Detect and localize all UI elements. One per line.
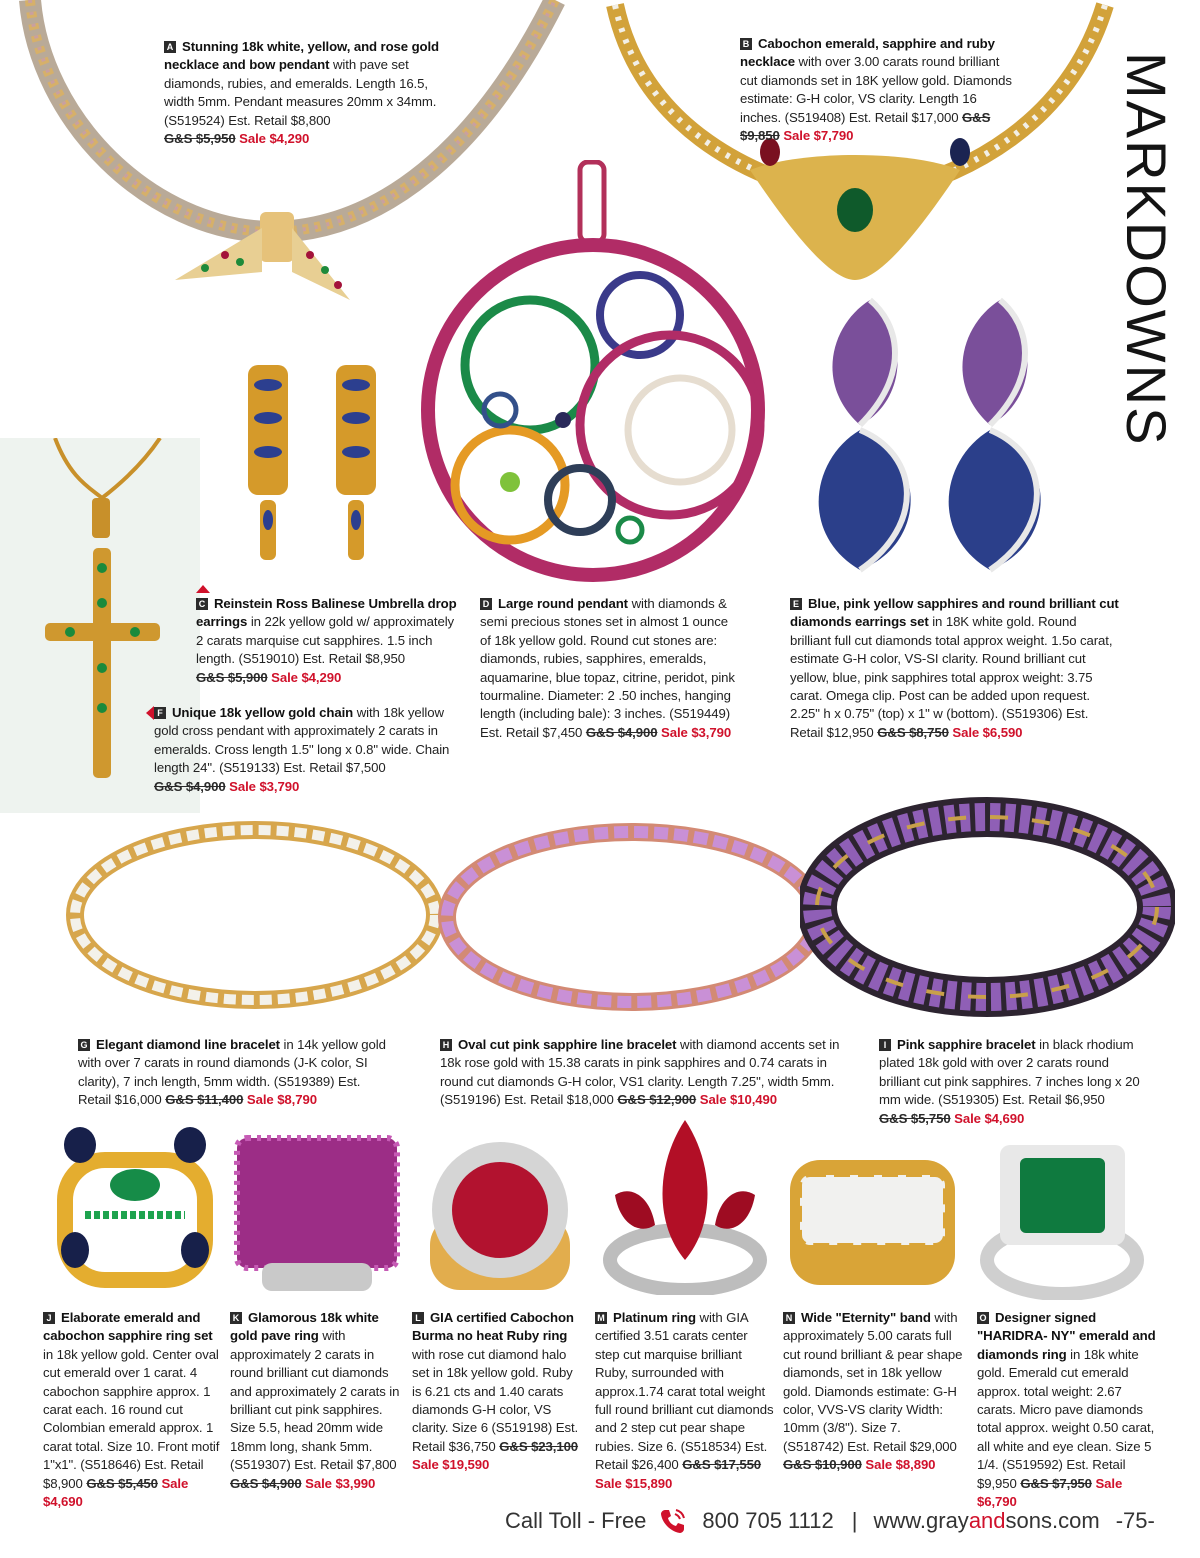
item-desc: with approximately 2 carats in round brilliant cut diamonds and approximately 2 carats in brilliant cut pink sapphires. Size 5.5, head 20mm wide 18mm long, shank 5mm. (S519307) Est. Retail $7,800 [230, 1328, 400, 1473]
page-footer [505, 1503, 1185, 1539]
item-letter: J [43, 1312, 55, 1324]
item-name: Pink sapphire bracelet [897, 1037, 1036, 1052]
ring-m-photo [595, 1115, 775, 1295]
sale-price: Sale $6,590 [952, 724, 1023, 740]
sale-price: Sale $3,790 [661, 724, 732, 740]
item-letter: I [879, 1039, 891, 1051]
item-desc: in 18K white gold. Round brilliant full cut diamonds total approx weight. 1.5o carat, estimate G-H color, VS-SI clarity. Round brilliant cut yellow, blue, pink sapphires total approx weight: 3.75 carat. Omega clip. Post can be added upon request. 2.25" h x 0.75" (top) x 1" w (bottom). (S519306) Est. Retail $12,950 [790, 614, 1113, 740]
item-desc: with pave set diamonds, rubies, and emeralds. Length 16.5, width 5mm. Pendant measures 20mm x 34mm. (S519524) Est. Retail $8,800 [164, 57, 437, 128]
old-price: G&S $10,900 [783, 1457, 862, 1473]
sale-price: Sale $19,590 [412, 1457, 490, 1473]
sale-price: Sale $15,890 [595, 1475, 673, 1491]
item-letter: M [595, 1312, 607, 1324]
old-price: G&S $5,750 [879, 1110, 951, 1126]
earrings-c-photo [228, 360, 408, 575]
ring-k-photo [232, 1133, 402, 1298]
item-name: Cabochon emerald, sapphire and ruby necklace [740, 36, 995, 70]
item-letter: B [740, 38, 752, 50]
bracelet-h-photo [430, 812, 835, 1022]
item-name: Reinstein Ross Balinese Umbrella drop earrings [196, 596, 457, 630]
item-e-description [790, 595, 1120, 742]
page-title: MARKDOWNS [1115, 52, 1178, 447]
item-letter: L [412, 1312, 424, 1324]
item-name: Elaborate emerald and cabochon sapphire ring set [43, 1310, 213, 1344]
item-name: Stunning 18k white, yellow, and rose gold necklace and bow pendant [164, 39, 439, 73]
item-name: Platinum ring [613, 1310, 696, 1325]
item-desc: in 14k yellow gold with over 7 carats in round diamonds (J-K color, SI clarity), 7 inch length, 5mm width. (S519389) Est. Retail $16,000 [78, 1037, 386, 1108]
item-letter: E [790, 598, 802, 610]
bracelet-i-photo [800, 795, 1175, 1020]
item-letter: O [977, 1312, 989, 1324]
item-name: Unique 18k yellow gold chain [172, 705, 354, 720]
item-l-description [412, 1309, 582, 1475]
call-label: Call Toll - Free [505, 1508, 647, 1533]
old-price: G&S $4,900 [154, 778, 226, 794]
item-letter: F [154, 707, 166, 719]
phone-number[interactable]: 800 705 1112 [702, 1508, 834, 1533]
sale-price: Sale $4,690 [954, 1110, 1025, 1126]
item-desc: with over 3.00 carats round brilliant cut diamonds set in 18K yellow gold. Diamonds estimate: G-H color, VS clarity. Length 16 inches. (S519408) Est. Retail $17,000 [740, 54, 1012, 125]
item-letter: N [783, 1312, 795, 1324]
item-name: Elegant diamond line bracelet [96, 1037, 280, 1052]
item-desc: with diamond accents set in 18k rose gold with 15.38 carats in pink sapphires and 0.74 carats in round cut diamonds G-H color, VS1 clarity. Length 7.25", width 5mm. (S519196) Est. Retail $18,000 [440, 1037, 840, 1108]
item-name: Wide "Eternity" band [801, 1310, 931, 1325]
item-desc: in 18k yellow gold. Center oval cut emerald over 1 carat. 4 cabochon sapphire approx. 1 carat each. 16 round cut Colombian emerald approx. 1 carat total. Size 10. Front motif 1"x1". (S518646) Est. Retail $8,900 [43, 1346, 220, 1491]
item-letter: C [196, 598, 208, 610]
item-letter: D [480, 598, 492, 610]
site-and: and [968, 1508, 1006, 1533]
ring-n-photo [785, 1150, 960, 1295]
old-price: G&S $5,950 [164, 131, 236, 147]
item-desc: with GIA certified 3.51 carats center step cut marquise brilliant Ruby, surrounded with approx.1.74 carat total weight full round brilliant cut diamonds and 2 step cut pear shape rubies. Size 6. (S518534) Est. Retail $26,400 [595, 1310, 774, 1473]
sale-price: Sale $10,490 [699, 1092, 778, 1108]
footer-separator: | [851, 1508, 858, 1533]
ring-j-photo [45, 1120, 225, 1295]
item-n-description [783, 1309, 963, 1475]
phone-icon [658, 1506, 688, 1536]
item-name: Designer signed "HARIDRA- NY" emerald and diamonds ring [977, 1310, 1156, 1362]
item-desc: in black rhodium plated 18k gold with over 2 carats round brilliant cut pink sapphires. 7 inches long x 20 mm wide. (S519305) Est. Retail $6,950 [879, 1037, 1140, 1108]
earrings-e-photo [800, 285, 1080, 580]
old-price: G&S $5,900 [196, 669, 268, 685]
old-price: G&S $9,850 [740, 109, 991, 144]
item-name: GIA certified Cabochon Burma no heat Ruby ring [412, 1310, 574, 1344]
item-o-description [977, 1309, 1157, 1511]
item-k-description [230, 1309, 402, 1493]
item-name: Blue, pink yellow sapphires and round brilliant cut diamonds earrings set [790, 596, 1119, 630]
old-price: G&S $11,400 [165, 1092, 244, 1108]
item-d-description [480, 595, 740, 742]
round-pendant-d-photo [415, 160, 775, 585]
old-price: G&S $12,900 [617, 1092, 697, 1108]
old-price: G&S $5,450 [86, 1475, 158, 1491]
item-letter: A [164, 41, 176, 53]
sale-price: Sale $3,790 [229, 778, 300, 794]
item-desc: in 18k white gold. Emerald cut emerald approx. total weight: 2.67 carats. Micro pave diamonds total approx. weight 0.50 carat, all white and eye clean. Size 5 1/4. (S519592) Est. Retail $9,950 [977, 1346, 1155, 1491]
item-letter: G [78, 1039, 90, 1051]
item-desc: in 22k yellow gold w/ approximately 2 carats marquise cut sapphires. 1.5 inch length. (S519010) Est. Retail $8,950 [196, 614, 455, 667]
item-a-description [164, 38, 444, 148]
item-letter: K [230, 1312, 242, 1324]
item-letter: H [440, 1039, 452, 1051]
item-name: Glamorous 18k white gold pave ring [230, 1310, 379, 1344]
sale-price: Sale $8,890 [865, 1457, 936, 1473]
item-desc: with diamonds & semi precious stones set in almost 1 ounce of 18k yellow gold. Round cut stones are: diamonds, rubies, sapphires, emeralds, aquamarine, blue topaz, citrine, peridot, pink tourmaline. Diameter: 2 .50 inches, hanging length (including bale): 3 inches. (S519449) Est. Retail $7,450 [480, 596, 735, 740]
page-number: -75- [1115, 1508, 1155, 1533]
sale-price: Sale $4,290 [239, 131, 310, 147]
old-price: G&S $7,950 [1020, 1475, 1092, 1491]
old-price: G&S $17,550 [682, 1457, 762, 1473]
sale-price: Sale $4,690 [43, 1475, 189, 1510]
left-arrow-marker [146, 706, 154, 720]
item-desc: with approximately 5.00 carats full cut round brilliant & pear shape diamonds, set in 18k yellow gold. Diamonds estimate: G-H color, VVS-VS clarity Width: 10mm (3/8"). Size 7. (S518742) Est. Retail $29,000 [783, 1310, 963, 1454]
sale-price: Sale $3,990 [305, 1475, 376, 1491]
sale-price: Sale $6,790 [977, 1475, 1123, 1510]
old-price: G&S $23,100 [499, 1438, 579, 1454]
item-c-description [196, 595, 461, 687]
old-price: G&S $8,750 [877, 724, 949, 740]
bracelet-g-photo [55, 810, 455, 1020]
sale-price: Sale $8,790 [246, 1092, 317, 1108]
website-link[interactable] [873, 1508, 1099, 1534]
item-f-description [154, 704, 454, 796]
item-m-description [595, 1309, 775, 1493]
sale-price: Sale $7,790 [783, 128, 854, 144]
up-arrow-marker [196, 585, 210, 593]
item-g-description [78, 1036, 388, 1110]
item-desc: with 18k yellow gold cross pendant with approximately 2 carats in emeralds. Cross length 1.5" long x 0.8" wide. Chain length 24". (S519133) Est. Retail $7,500 [154, 705, 450, 776]
item-j-description [43, 1309, 223, 1511]
site-suffix: sons.com [1005, 1508, 1100, 1533]
item-name: Oval cut pink sapphire line bracelet [458, 1037, 677, 1052]
old-price: G&S $4,900 [585, 724, 658, 740]
ring-o-photo [970, 1140, 1155, 1300]
item-b-description [740, 35, 1015, 145]
old-price: G&S $4,900 [230, 1475, 302, 1491]
item-h-description [440, 1036, 840, 1110]
item-name: Large round pendant [498, 596, 628, 611]
site-prefix: www.gray [873, 1508, 969, 1533]
ring-l-photo [410, 1135, 590, 1300]
sale-price: Sale $4,290 [271, 669, 342, 685]
item-desc: with rose cut diamond halo set in 18k yellow gold. Ruby is 6.21 cts and 1.40 carats diamonds G-H color, VS clarity. Size 6 (S519198) Est. Retail $36,750 [412, 1346, 579, 1454]
item-i-description [879, 1036, 1149, 1128]
